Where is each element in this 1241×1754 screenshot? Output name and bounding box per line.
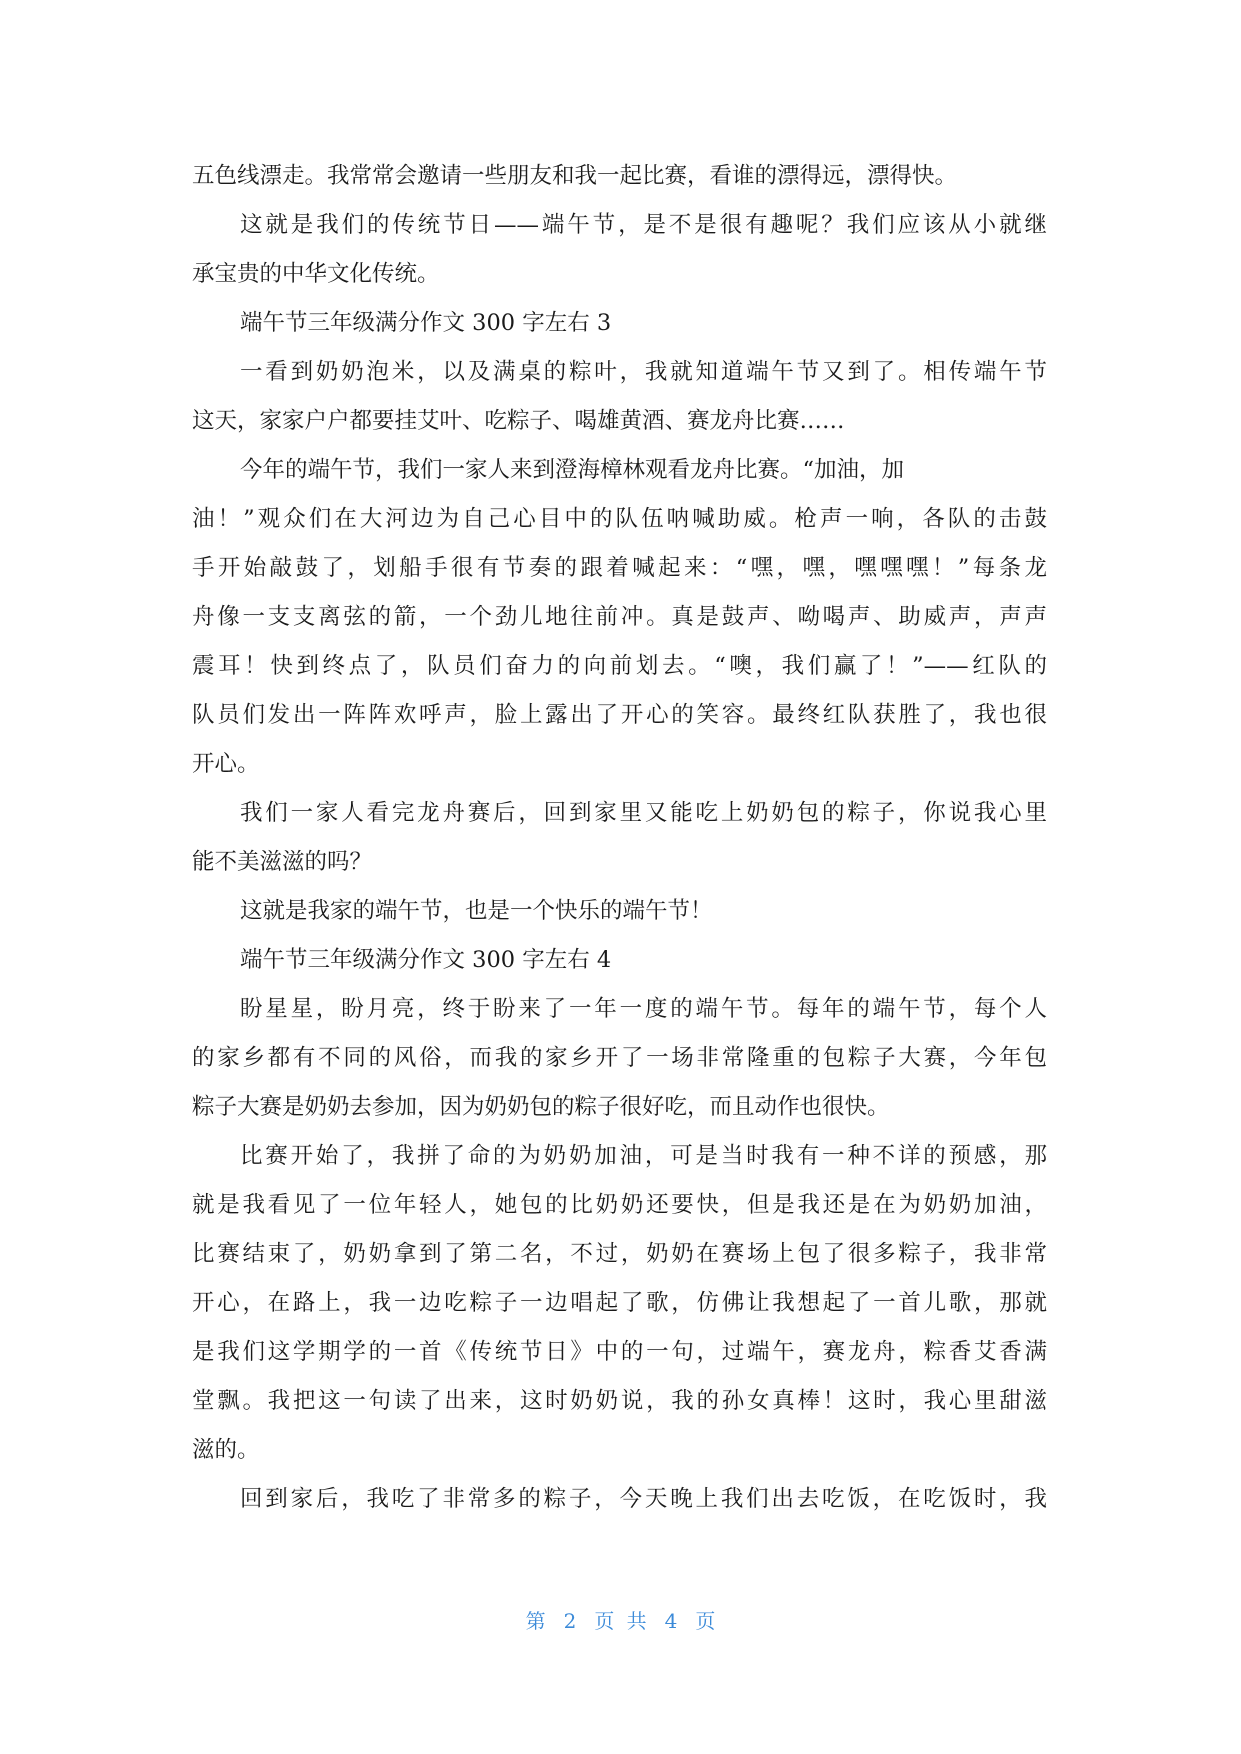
- text-line: 承宝贵的中华文化传统。: [192, 261, 440, 287]
- footer-prefix: 第: [525, 1609, 546, 1633]
- text-line: 盼星星，盼月亮，终于盼来了一年一度的端午节。每年的端午节，每个人: [240, 996, 1047, 1022]
- text-line: 开心。: [192, 751, 260, 777]
- text-line: 开心，在路上，我一边吃粽子一边唱起了歌，仿佛让我想起了一首儿歌，那就: [192, 1290, 1047, 1316]
- text-line: 队员们发出一阵阵欢呼声，脸上露出了开心的笑容。最终红队获胜了，我也很: [192, 702, 1047, 728]
- text-line: 比赛开始了，我拼了命的为奶奶加油，可是当时我有一种不详的预感，那: [240, 1143, 1047, 1169]
- text-line: 就是我看见了一位年轻人，她包的比奶奶还要快，但是我还是在为奶奶加油，: [192, 1192, 1047, 1218]
- current-page-number: 2: [563, 1609, 577, 1633]
- footer-middle: 页 共: [594, 1609, 647, 1633]
- text-line: 能不美滋滋的吗？: [192, 849, 373, 875]
- text-line: 五色线漂走。我常常会邀请一些朋友和我一起比赛，看谁的漂得远，漂得快。: [192, 163, 958, 189]
- text-line: 舟像一支支离弦的箭，一个劲儿地往前冲。真是鼓声、呦喝声、助威声，声声: [192, 604, 1047, 630]
- text-line: 的家乡都有不同的风俗，而我的家乡开了一场非常隆重的包粽子大赛，今年包: [192, 1045, 1047, 1071]
- text-line: 我们一家人看完龙舟赛后，回到家里又能吃上奶奶包的粽子，你说我心里: [240, 800, 1047, 826]
- text-line: 堂飘。我把这一句读了出来，这时奶奶说，我的孙女真棒！这时，我心里甜滋: [192, 1388, 1047, 1414]
- text-line: 端午节三年级满分作文 300 字左右 4: [240, 947, 612, 973]
- text-line: 这天，家家户户都要挂艾叶、吃粽子、喝雄黄酒、赛龙舟比赛……: [192, 408, 845, 434]
- text-line: 回到家后，我吃了非常多的粽子，今天晚上我们出去吃饭，在吃饭时，我: [240, 1486, 1047, 1512]
- text-line: 端午节三年级满分作文 300 字左右 3: [240, 310, 612, 336]
- text-line: 是我们这学期学的一首《传统节日》中的一句，过端午，赛龙舟，粽香艾香满: [192, 1339, 1047, 1365]
- total-pages-number: 4: [664, 1609, 678, 1633]
- text-line: 一看到奶奶泡米，以及满桌的粽叶，我就知道端午节又到了。相传端午节: [240, 359, 1047, 385]
- text-line: 比赛结束了，奶奶拿到了第二名，不过，奶奶在赛场上包了很多粽子，我非常: [192, 1241, 1047, 1267]
- text-line: 粽子大赛是奶奶去参加，因为奶奶包的粽子很好吃，而且动作也很快。: [192, 1094, 890, 1120]
- text-line: 油！”观众们在大河边为自己心目中的队伍呐喊助威。枪声一响，各队的击鼓: [192, 506, 1047, 532]
- text-line: 手开始敲鼓了，划船手很有节奏的跟着喊起来：“嘿，嘿，嘿嘿嘿！”每条龙: [192, 555, 1047, 581]
- footer-suffix: 页: [695, 1609, 716, 1633]
- text-line: 震耳！快到终点了，队员们奋力的向前划去。“噢，我们赢了！”——红队的: [192, 653, 1047, 679]
- text-line: 这就是我家的端午节，也是一个快乐的端午节！: [240, 898, 713, 924]
- text-line: 今年的端午节，我们一家人来到澄海樟林观看龙舟比赛。“加油，加: [240, 457, 905, 483]
- page-footer: [0, 1605, 1241, 1634]
- document-body: [192, 152, 1047, 1524]
- text-line: 滋的。: [192, 1437, 260, 1463]
- text-line: 这就是我们的传统节日——端午节，是不是很有趣呢？我们应该从小就继: [240, 212, 1047, 238]
